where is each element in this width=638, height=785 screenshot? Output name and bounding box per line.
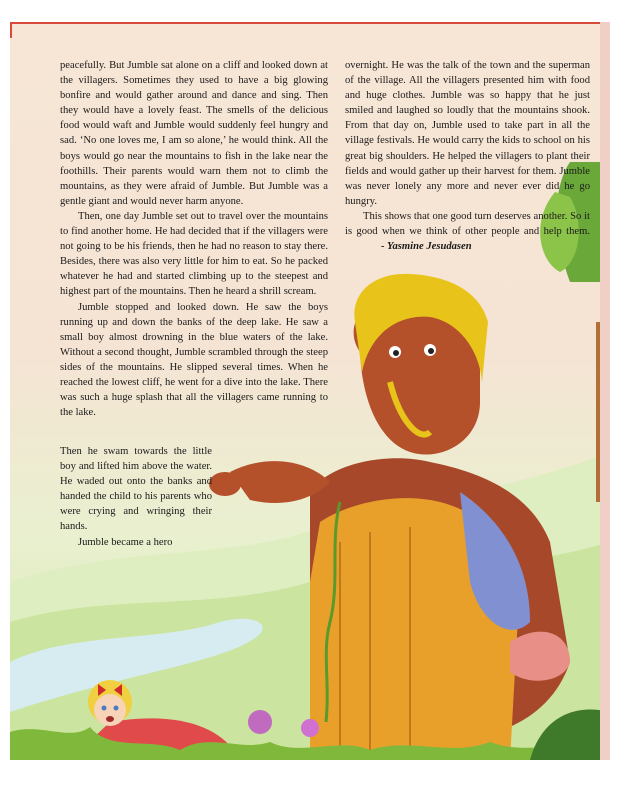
flower bbox=[248, 710, 272, 734]
page-border bbox=[10, 22, 610, 38]
paragraph bbox=[345, 209, 590, 254]
paragraph: Jumble became a hero bbox=[78, 536, 173, 548]
closing-text: This shows that one good turn deserves another. So it is good when we think of other people and help them. bbox=[345, 210, 590, 238]
right-column bbox=[345, 58, 590, 254]
paragraph: Jumble stopped and looked down. He saw the boys running up and down the banks of the deep lake. He saw a small boy almost drowning in the blue waters of the lake. Without a second thought, Jumble scrambled through the steep sides of the mountains. He slipped several times. When he reached the lowest cliff, he went for a dive into the lake. There was such a huge splash that all the villagers came running to the lake. bbox=[60, 301, 328, 419]
left-column-narrow bbox=[60, 444, 212, 550]
paragraph: Then he swam towards the little boy and lifted him above the water. He waded out onto the banks and handed the child to his parents who were crying and wringing their hands. bbox=[60, 446, 212, 533]
paragraph: Then, one day Jumble set out to travel over the mountains to find another home. He had decided that if the villagers were not going to be his friends, then he had no reason to stay there. Besides, there was also very little for him to eat. So he packed whatever he had and started climbing up to the steepest and highest part of the mountains. Then he heard a shrill scream. bbox=[60, 210, 328, 298]
paragraph: peacefully. But Jumble sat alone on a cliff and looked down at the villagers. Sometimes they used to have a big glowing bonfire and would gather around and dance and sing. Then they would have a lovely feast. The smells of the delicious food would waft and Jumble would suddenly feel hungry and sad. ‘No one loves me, I am so alone,’ he would think. All the boys would go near the mountains to fish in the lake near the foothills. Their parents would warn them not to climb the mountains, as they were afraid of Jumble. But Jumble was a gentle giant and would never harm anyone. bbox=[60, 60, 328, 207]
flower bbox=[301, 719, 319, 737]
paragraph: overnight. He was the talk of the town and the superman of the village. All the villagers presented him with food and huge clothes. Jumble was so happy that he just smiled and laughed so loudly that the mountains shook. From that day on, Jumble used to take part in all the village festivals. He would carry the kids to school on his great big shoulders. He helped the villagers to plant their fields and would gather up their harvest for them. Jumble was never lonely any more and never ever did he go hungry. bbox=[345, 60, 590, 207]
page-edge bbox=[600, 22, 610, 760]
left-column bbox=[60, 58, 328, 420]
author-signature: - Yasmine Jesudasen bbox=[381, 241, 472, 253]
